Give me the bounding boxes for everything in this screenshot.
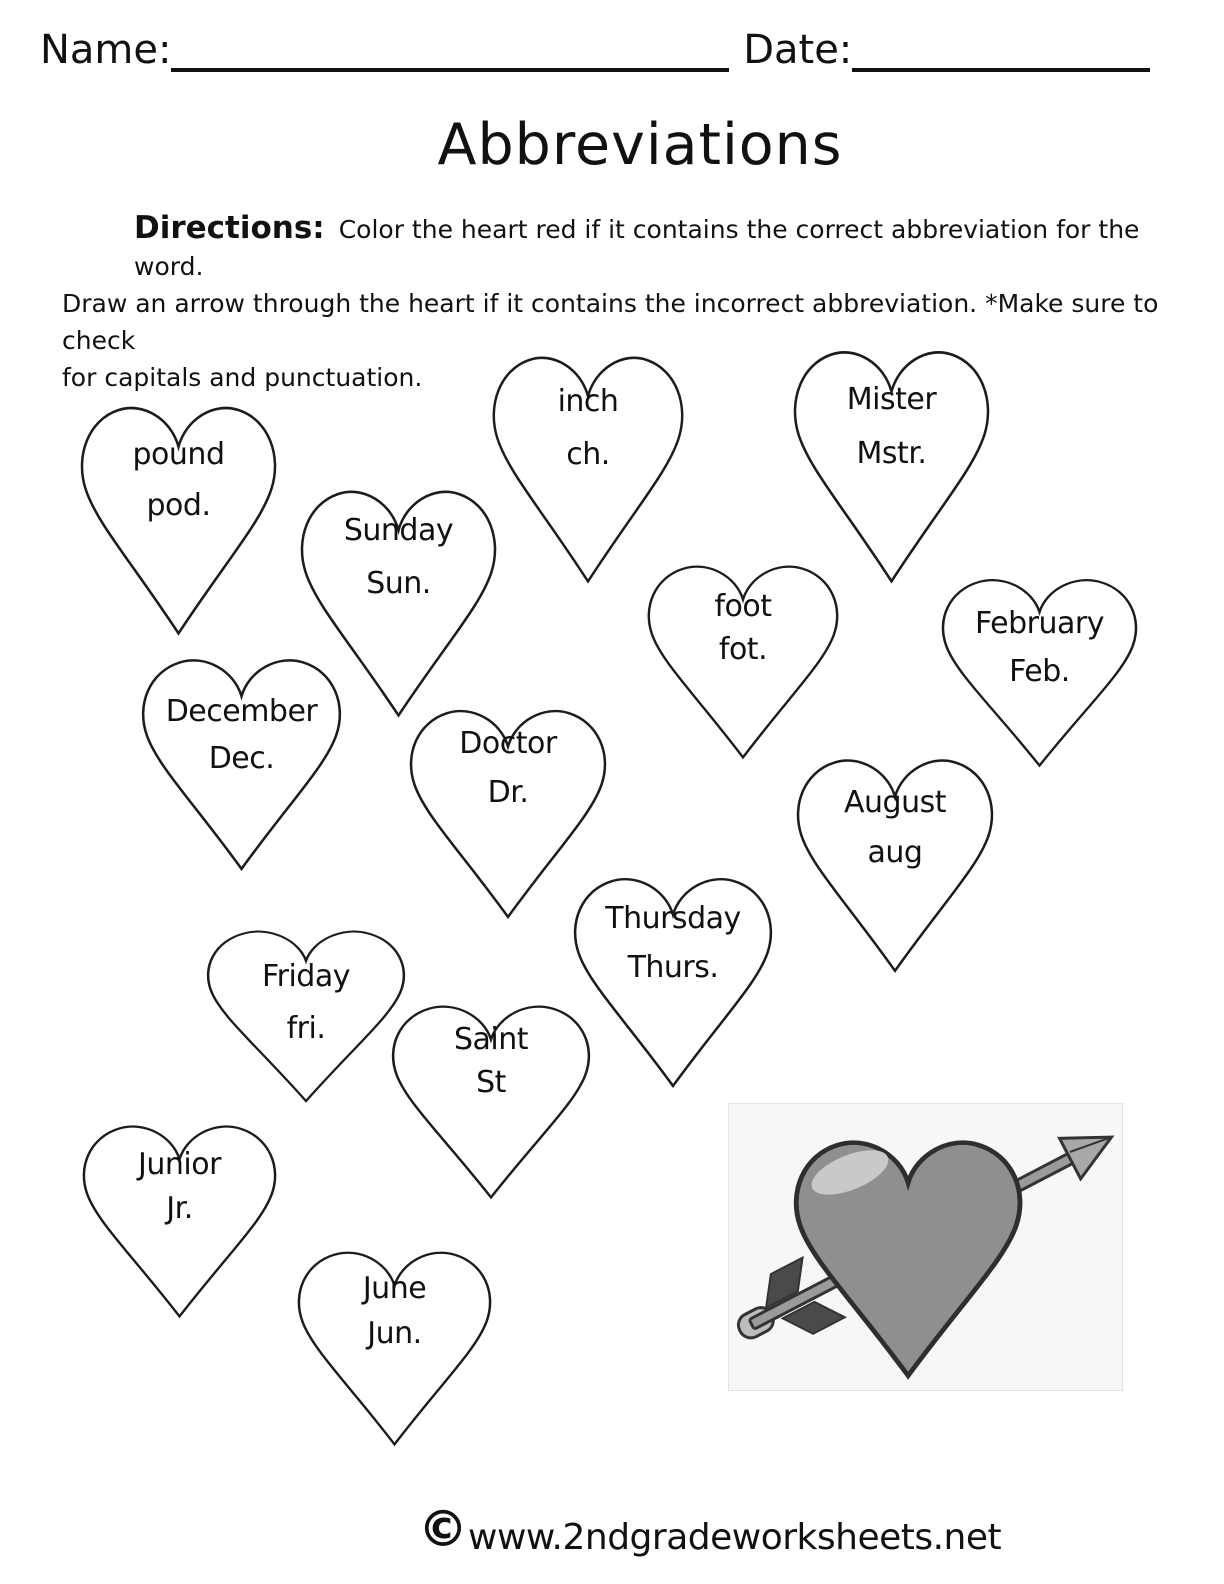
name-label: Name:	[40, 27, 172, 73]
gray-heart-graphic	[796, 1141, 1020, 1376]
page-title: Abbreviations	[437, 112, 843, 178]
heart-word: Saint	[453, 1022, 529, 1058]
directions-line-1	[62, 210, 1162, 285]
heart-abbr: St	[476, 1065, 506, 1101]
heart-abbr: Feb.	[1009, 653, 1070, 689]
heart-abbr: Thurs.	[627, 949, 719, 985]
heart-abbr: fot.	[718, 631, 768, 667]
heart-abbr: fri.	[286, 1010, 326, 1046]
heart-saint[interactable]	[385, 988, 597, 1203]
heart-abbr: aug	[867, 834, 923, 870]
directions-text-1: Color the heart red if it contains the correct abbreviation for the word.	[134, 215, 1140, 281]
heart-word: December	[165, 694, 318, 730]
name-blank-field[interactable]	[171, 22, 729, 72]
heart-word: Junior	[138, 1146, 221, 1182]
heart-word: foot	[714, 588, 772, 624]
heart-word: June	[362, 1270, 427, 1306]
heart-abbr: Dec.	[208, 741, 275, 777]
copyright-icon: ©	[418, 1500, 468, 1558]
heart-with-arrow-image	[728, 1103, 1123, 1391]
heart-junior[interactable]	[76, 1108, 283, 1322]
heart-word: February	[975, 605, 1104, 641]
directions-line-2: Draw an arrow through the heart if it contains the incorrect abbreviation. *Make sure to check	[62, 289, 1159, 355]
heart-august[interactable]	[790, 740, 1000, 977]
heart-abbr: Jr.	[166, 1191, 193, 1227]
heart-word: Mister	[846, 381, 937, 417]
heart-abbr: Mstr.	[856, 435, 927, 471]
heart-abbr: pod.	[146, 487, 211, 523]
heart-abbr: ch.	[566, 436, 610, 472]
heart-abbr: Dr.	[487, 774, 529, 810]
heart-with-arrow-icon	[729, 1104, 1122, 1390]
header-row	[40, 22, 1150, 72]
directions-label: Directions:	[134, 210, 325, 246]
heart-pound[interactable]	[74, 386, 283, 640]
date-label: Date:	[743, 27, 853, 73]
heart-friday[interactable]	[200, 915, 412, 1106]
heart-foot[interactable]	[641, 548, 845, 763]
heart-june[interactable]	[291, 1234, 498, 1450]
heart-word: Thursday	[605, 900, 741, 936]
heart-word: inch	[557, 383, 619, 419]
date-blank-field[interactable]	[852, 22, 1150, 72]
heart-word: Doctor	[459, 725, 557, 761]
heart-word: Sunday	[343, 512, 454, 548]
heart-abbr: Jun.	[367, 1316, 422, 1352]
heart-word: August	[844, 785, 946, 821]
heart-thursday[interactable]	[567, 859, 779, 1092]
heart-december[interactable]	[135, 640, 348, 875]
heart-abbr: Sun.	[366, 565, 431, 601]
footer	[418, 1500, 1002, 1558]
heart-word: Friday	[262, 958, 350, 994]
footer-site-text: www.2ndgradeworksheets.net	[468, 1517, 1002, 1558]
directions-line-3: for capitals and punctuation.	[62, 363, 423, 392]
heart-word: pound	[132, 436, 225, 472]
